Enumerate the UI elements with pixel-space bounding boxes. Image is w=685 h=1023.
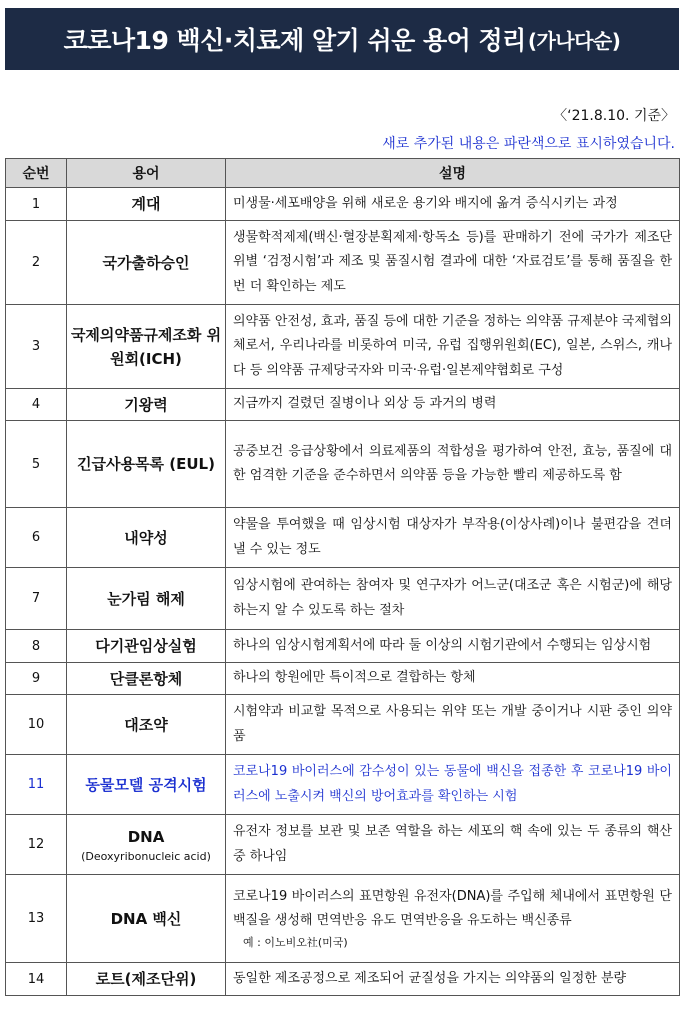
table-row — [6, 755, 680, 815]
row-number: 3 — [6, 305, 67, 389]
new-content-note: 새로 추가된 내용은 파란색으로 표시하였습니다. — [382, 136, 675, 152]
row-description — [226, 875, 680, 963]
table-row — [6, 815, 680, 875]
row-term: 로트(제조단위) — [67, 963, 226, 996]
row-description: 약물을 투여했을 때 임상시험 대상자가 부작용(이상사례)이나 불편감을 견뎌낼 수 있는 정도 — [226, 508, 680, 568]
title-suffix: (가나다순) — [527, 28, 621, 53]
row-term: DNA 백신 — [67, 875, 226, 963]
row-number: 1 — [6, 188, 67, 221]
row-term: 긴급사용목록 (EUL) — [67, 421, 226, 508]
table-row — [6, 695, 680, 755]
row-number: 5 — [6, 421, 67, 508]
row-description-text: 코로나19 바이러스의 표면항원 유전자(DNA)를 주입해 체내에서 표면항원 단백질을 생성해 면역반응 유도 면역반응을 유도하는 백신종류 — [233, 888, 672, 928]
row-description: 동일한 제조공정으로 제조되어 균질성을 가지는 의약품의 일정한 분량 — [226, 963, 680, 996]
table-row — [6, 568, 680, 630]
row-term: 계대 — [67, 188, 226, 221]
table-row — [6, 188, 680, 221]
row-number: 11 — [6, 755, 67, 815]
page-title: 코로나19 백신·치료제 알기 쉬운 용어 정리 — [63, 26, 526, 55]
row-term: 단클론항체 — [67, 663, 226, 695]
row-description: 시험약과 비교할 목적으로 사용되는 위약 또는 개발 중이거나 시판 중인 의약품 — [226, 695, 680, 755]
table-row — [6, 663, 680, 695]
terms-table — [5, 158, 680, 996]
row-term: 동물모델 공격시험 — [67, 755, 226, 815]
row-number: 12 — [6, 815, 67, 875]
table-header-row — [6, 159, 680, 188]
table-row — [6, 421, 680, 508]
table-row — [6, 508, 680, 568]
table-row — [6, 305, 680, 389]
row-number: 7 — [6, 568, 67, 630]
table-row — [6, 875, 680, 963]
row-description: 하나의 임상시험계획서에 따라 둘 이상의 시험기관에서 수행되는 임상시험 — [226, 630, 680, 663]
row-number: 10 — [6, 695, 67, 755]
row-number: 13 — [6, 875, 67, 963]
row-example: 예 : 이노비오社(미국) — [243, 935, 348, 949]
row-description: 의약품 안전성, 효과, 품질 등에 대한 기준을 정하는 의약품 규제분야 국제협의체로서, 우리나라를 비롯하여 미국, 유럽 집행위원회(EC), 일본, 스위스, 캐나다 등 의약품 규제당국자와 미국·유럽·일본제약협회로 구성 — [226, 305, 680, 389]
row-description: 미생물·세포배양을 위해 새로운 용기와 배지에 옮겨 증식시키는 과정 — [226, 188, 680, 221]
title-banner — [5, 8, 679, 70]
row-description: 공중보건 응급상황에서 의료제품의 적합성을 평가하여 안전, 효능, 품질에 대한 엄격한 기준을 준수하면서 의약품 등을 가능한 빨리 제공하도록 함 — [226, 421, 680, 508]
row-description: 지금까지 걸렸던 질병이나 외상 등 과거의 병력 — [226, 389, 680, 421]
row-term: 다기관임상실험 — [67, 630, 226, 663]
row-description: 생물학적제제(백신·혈장분획제제·항독소 등)를 판매하기 전에 국가가 제조단위별 ‘검정시험’과 제조 및 품질시험 결과에 대한 ‘자료검토’를 통해 품질을 한 번 더 확인하는 제도 — [226, 221, 680, 305]
row-term-sub: (Deoxyribonucleic acid) — [81, 849, 211, 863]
table-row — [6, 963, 680, 996]
row-term: 내약성 — [67, 508, 226, 568]
table-row — [6, 389, 680, 421]
row-description: 임상시험에 관여하는 참여자 및 연구자가 어느군(대조군 혹은 시험군)에 해당하는지 알 수 있도록 하는 절차 — [226, 568, 680, 630]
row-term: 국가출하승인 — [67, 221, 226, 305]
row-term: 기왕력 — [67, 389, 226, 421]
row-number: 14 — [6, 963, 67, 996]
row-term: 눈가림 해제 — [67, 568, 226, 630]
table-row — [6, 221, 680, 305]
row-description: 하나의 항원에만 특이적으로 결합하는 항체 — [226, 663, 680, 695]
row-number: 2 — [6, 221, 67, 305]
row-term: 대조약 — [67, 695, 226, 755]
header-description: 설명 — [226, 159, 680, 188]
row-term-main: DNA — [127, 827, 165, 846]
date-note: 〈‘21.8.10. 기준〉 — [553, 108, 675, 124]
row-number: 9 — [6, 663, 67, 695]
row-description: 유전자 정보를 보관 및 보존 역할을 하는 세포의 핵 속에 있는 두 종류의 핵산 중 하나임 — [226, 815, 680, 875]
row-term — [67, 815, 226, 875]
row-description: 코로나19 바이러스에 감수성이 있는 동물에 백신을 접종한 후 코로나19 바이러스에 노출시켜 백신의 방어효과를 확인하는 시험 — [226, 755, 680, 815]
table-row — [6, 630, 680, 663]
row-number: 4 — [6, 389, 67, 421]
row-number: 8 — [6, 630, 67, 663]
header-term: 용어 — [67, 159, 226, 188]
row-term: 국제의약품규제조화 위원회(ICH) — [67, 305, 226, 389]
header-number: 순번 — [6, 159, 67, 188]
row-number: 6 — [6, 508, 67, 568]
